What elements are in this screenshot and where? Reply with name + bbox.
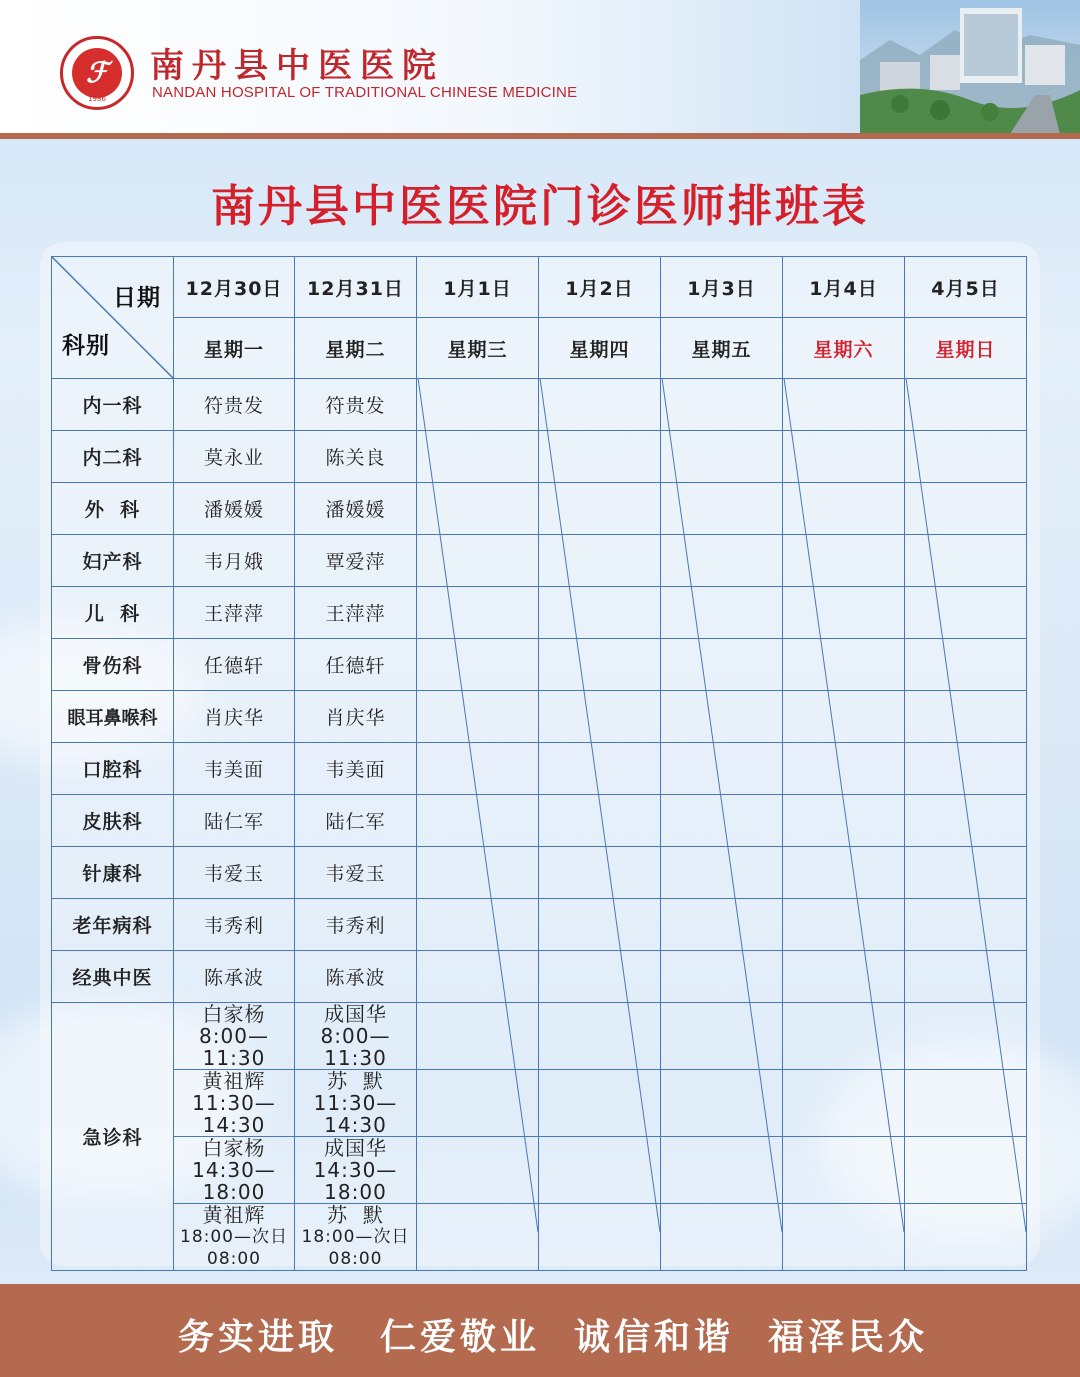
- footer-banner: [0, 1284, 1080, 1377]
- shift-time: 8:00—11:30: [199, 1024, 269, 1070]
- dept-cell: 针康科: [52, 847, 174, 899]
- slogan: 仁爱敬业: [380, 1317, 541, 1358]
- empty-cell: [417, 483, 539, 535]
- empty-cell: [539, 587, 661, 639]
- shift-doctor: 苏 默: [327, 1069, 384, 1093]
- header-banner: [0, 0, 1080, 134]
- empty-cell: [417, 1204, 539, 1271]
- empty-cell: [783, 847, 905, 899]
- logo-mark-icon: ℱ: [72, 48, 122, 98]
- empty-cell: [539, 691, 661, 743]
- shift-doctor: 黄祖辉: [202, 1069, 266, 1093]
- empty-cell: [539, 1137, 661, 1204]
- empty-cell: [539, 1003, 661, 1070]
- table-row: [52, 899, 1027, 951]
- date-cell: 4月5日: [905, 257, 1027, 318]
- empty-cell: [783, 379, 905, 431]
- header-divider: [0, 133, 1080, 139]
- empty-cell: [783, 535, 905, 587]
- doctor-cell: 潘媛媛: [295, 483, 417, 535]
- shift-cell: [295, 1204, 417, 1271]
- table-row: [52, 795, 1027, 847]
- empty-cell: [783, 951, 905, 1003]
- date-cell: 12月31日: [295, 257, 417, 318]
- shift-doctor: 苏 默: [327, 1203, 384, 1227]
- empty-cell: [417, 951, 539, 1003]
- empty-cell: [417, 1070, 539, 1137]
- empty-cell: [539, 431, 661, 483]
- dept-cell: 骨伤科: [52, 639, 174, 691]
- shift-time: 8:00—11:30: [320, 1024, 391, 1070]
- date-cell: 1月2日: [539, 257, 661, 318]
- date-cell: 1月3日: [661, 257, 783, 318]
- shift-time: 14:30—18:00: [192, 1158, 276, 1204]
- shift-doctor: 成国华: [324, 1136, 387, 1160]
- shift-time: 11:30—14:30: [192, 1091, 276, 1137]
- empty-cell: [783, 1003, 905, 1070]
- doctor-cell: 韦月娥: [174, 535, 295, 587]
- shift-cell: [174, 1070, 295, 1137]
- empty-cell: [417, 587, 539, 639]
- empty-cell: [417, 639, 539, 691]
- emergency-row: [52, 1003, 1027, 1070]
- empty-cell: [783, 431, 905, 483]
- empty-cell: [661, 379, 783, 431]
- doctor-cell: 韦爱玉: [174, 847, 295, 899]
- empty-cell: [905, 1003, 1027, 1070]
- empty-cell: [417, 431, 539, 483]
- empty-cell: [905, 951, 1027, 1003]
- empty-cell: [661, 587, 783, 639]
- empty-cell: [417, 899, 539, 951]
- shift-time: 11:30—14:30: [313, 1091, 398, 1137]
- empty-cell: [539, 483, 661, 535]
- empty-cell: [783, 1204, 905, 1271]
- doctor-cell: 王萍萍: [174, 587, 295, 639]
- empty-cell: [539, 951, 661, 1003]
- empty-cell: [417, 743, 539, 795]
- empty-cell: [539, 743, 661, 795]
- doctor-cell: 莫永业: [174, 431, 295, 483]
- empty-cell: [783, 899, 905, 951]
- date-cell: 1月4日: [783, 257, 905, 318]
- empty-cell: [661, 795, 783, 847]
- empty-cell: [905, 379, 1027, 431]
- table-row: [52, 431, 1027, 483]
- empty-cell: [783, 743, 905, 795]
- empty-cell: [905, 1137, 1027, 1204]
- doctor-cell: 肖庆华: [295, 691, 417, 743]
- doctor-cell: 任德轩: [295, 639, 417, 691]
- dept-cell: 经典中医: [52, 951, 174, 1003]
- shift-doctor: 白家杨: [202, 1002, 266, 1026]
- empty-cell: [905, 795, 1027, 847]
- date-header-row: [52, 257, 1027, 318]
- empty-cell: [417, 535, 539, 587]
- doctor-cell: 潘媛媛: [174, 483, 295, 535]
- empty-cell: [783, 483, 905, 535]
- doctor-cell: 任德轩: [174, 639, 295, 691]
- empty-cell: [783, 691, 905, 743]
- corner-header-cell: [52, 257, 174, 379]
- doctor-cell: 陈承波: [174, 951, 295, 1003]
- date-cell: 1月1日: [417, 257, 539, 318]
- empty-cell: [905, 639, 1027, 691]
- empty-cell: [539, 1204, 661, 1271]
- page-title: 南丹县中医医院门诊医师排班表: [211, 181, 869, 232]
- shift-cell: [295, 1070, 417, 1137]
- empty-cell: [783, 639, 905, 691]
- doctor-cell: 韦秀利: [174, 899, 295, 951]
- weekday-cell: 星期三: [417, 318, 539, 379]
- shift-cell: [174, 1204, 295, 1271]
- dept-cell: 内二科: [52, 431, 174, 483]
- weekday-cell: 星期一: [174, 318, 295, 379]
- empty-cell: [905, 691, 1027, 743]
- hospital-name-en: NANDAN HOSPITAL OF TRADITIONAL CHINESE MEDICINE: [152, 84, 578, 101]
- table-row: [52, 951, 1027, 1003]
- empty-cell: [905, 587, 1027, 639]
- weekday-header-row: [52, 318, 1027, 379]
- empty-cell: [417, 1137, 539, 1204]
- empty-cell: [661, 1137, 783, 1204]
- dept-cell: 妇产科: [52, 535, 174, 587]
- empty-cell: [539, 795, 661, 847]
- shift-time: 18:00—次日08:00: [301, 1227, 410, 1269]
- table-row: [52, 847, 1027, 899]
- dept-cell: 眼耳鼻喉科: [52, 691, 174, 743]
- emergency-row: [52, 1137, 1027, 1204]
- shift-doctor: 黄祖辉: [202, 1203, 266, 1227]
- empty-cell: [417, 847, 539, 899]
- shift-doctor: 白家杨: [202, 1136, 266, 1160]
- empty-cell: [905, 1070, 1027, 1137]
- table-row: [52, 535, 1027, 587]
- table-row: [52, 483, 1027, 535]
- doctor-cell: 陈关良: [295, 431, 417, 483]
- doctor-cell: 覃爱萍: [295, 535, 417, 587]
- dept-cell: 外 科: [52, 483, 174, 535]
- doctor-cell: 陈承波: [295, 951, 417, 1003]
- empty-cell: [539, 379, 661, 431]
- city-photo: [860, 0, 1080, 134]
- doctor-cell: 符贵发: [174, 379, 295, 431]
- shift-time: 18:00—次日08:00: [180, 1227, 288, 1269]
- slogan: 诚信和谐: [574, 1317, 735, 1358]
- empty-cell: [539, 639, 661, 691]
- empty-cell: [905, 535, 1027, 587]
- shift-cell: [295, 1003, 417, 1070]
- hospital-logo: [60, 36, 134, 110]
- doctor-cell: 肖庆华: [174, 691, 295, 743]
- empty-cell: [417, 691, 539, 743]
- empty-cell: [661, 847, 783, 899]
- dept-cell: 皮肤科: [52, 795, 174, 847]
- empty-cell: [905, 483, 1027, 535]
- dept-cell: 儿 科: [52, 587, 174, 639]
- empty-cell: [661, 431, 783, 483]
- empty-cell: [661, 1003, 783, 1070]
- empty-cell: [661, 1204, 783, 1271]
- shift-cell: [295, 1137, 417, 1204]
- corner-diagonal-line: [52, 257, 174, 379]
- empty-cell: [417, 795, 539, 847]
- dept-cell: 内一科: [52, 379, 174, 431]
- hospital-name-cn: 南丹县中医医院: [150, 46, 444, 86]
- empty-cell: [661, 899, 783, 951]
- empty-cell: [417, 1003, 539, 1070]
- logo-year: 1986: [88, 95, 106, 103]
- dept-cell-emergency: 急诊科: [52, 1003, 174, 1271]
- doctor-cell: 韦爱玉: [295, 847, 417, 899]
- date-cell: 12月30日: [174, 257, 295, 318]
- empty-cell: [783, 1070, 905, 1137]
- empty-cell: [661, 1070, 783, 1137]
- empty-cell: [661, 743, 783, 795]
- empty-cell: [539, 847, 661, 899]
- shift-doctor: 成国华: [324, 1002, 387, 1026]
- shift-cell: [174, 1137, 295, 1204]
- doctor-cell: 陆仁军: [295, 795, 417, 847]
- doctor-cell: 陆仁军: [174, 795, 295, 847]
- empty-cell: [539, 1070, 661, 1137]
- empty-cell: [539, 535, 661, 587]
- slogan: 福泽民众: [768, 1317, 929, 1358]
- table-row: [52, 691, 1027, 743]
- shift-cell: [174, 1003, 295, 1070]
- table-row: [52, 587, 1027, 639]
- table-row: [52, 379, 1027, 431]
- empty-cell: [905, 1204, 1027, 1271]
- corner-dept-label: 科别: [62, 333, 110, 359]
- empty-cell: [661, 639, 783, 691]
- doctor-cell: 韦美面: [174, 743, 295, 795]
- weekday-cell: 星期五: [661, 318, 783, 379]
- table-row: [52, 639, 1027, 691]
- schedule-table: [51, 256, 1027, 1271]
- corner-date-label: 日期: [113, 285, 161, 311]
- shift-time: 14:30—18:00: [313, 1158, 398, 1204]
- empty-cell: [417, 379, 539, 431]
- weekday-cell-weekend: 星期日: [905, 318, 1027, 379]
- empty-cell: [661, 535, 783, 587]
- weekday-cell-weekend: 星期六: [783, 318, 905, 379]
- empty-cell: [661, 951, 783, 1003]
- empty-cell: [661, 691, 783, 743]
- dept-cell: 口腔科: [52, 743, 174, 795]
- empty-cell: [905, 431, 1027, 483]
- empty-cell: [783, 1137, 905, 1204]
- empty-cell: [783, 587, 905, 639]
- empty-cell: [905, 847, 1027, 899]
- slogan: 务实进取: [178, 1317, 339, 1358]
- doctor-cell: 王萍萍: [295, 587, 417, 639]
- table-row: [52, 743, 1027, 795]
- doctor-cell: 韦美面: [295, 743, 417, 795]
- empty-cell: [905, 899, 1027, 951]
- empty-cell: [661, 483, 783, 535]
- weekday-cell: 星期四: [539, 318, 661, 379]
- emergency-row: [52, 1070, 1027, 1137]
- dept-cell: 老年病科: [52, 899, 174, 951]
- empty-cell: [539, 899, 661, 951]
- weekday-cell: 星期二: [295, 318, 417, 379]
- empty-cell: [905, 743, 1027, 795]
- emergency-row: [52, 1204, 1027, 1271]
- doctor-cell: 符贵发: [295, 379, 417, 431]
- doctor-cell: 韦秀利: [295, 899, 417, 951]
- empty-cell: [783, 795, 905, 847]
